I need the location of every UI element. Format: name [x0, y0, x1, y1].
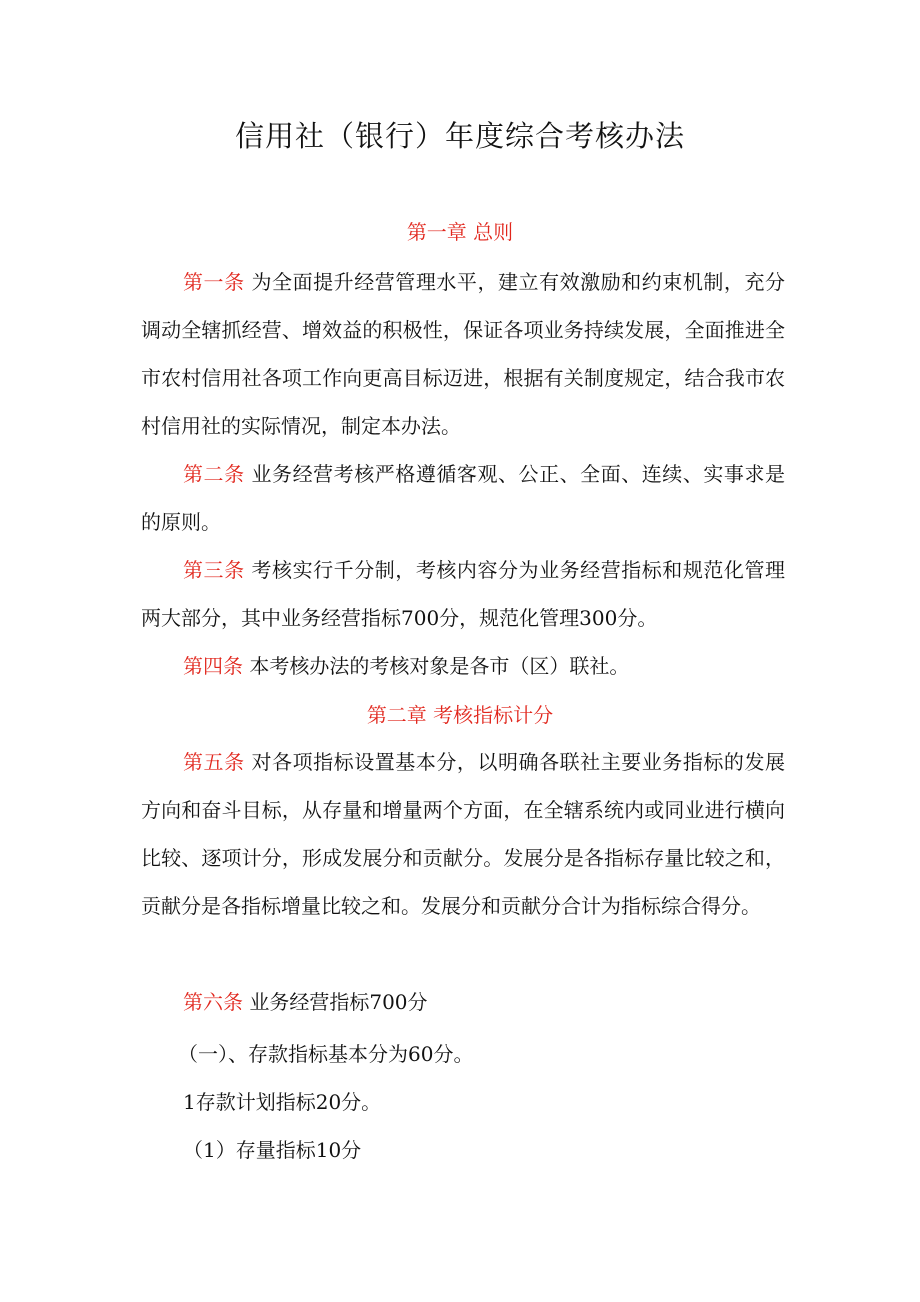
article-label: 第一条: [183, 270, 245, 294]
article-label: 第五条: [183, 750, 245, 774]
article-label: 第三条: [183, 558, 245, 582]
article-paragraph: [141, 450, 785, 546]
article-paragraph: [141, 546, 785, 642]
article-paragraph: [141, 642, 785, 690]
article-paragraph: [141, 738, 785, 930]
article-label: 第六条: [183, 990, 243, 1014]
article-text: 考核实行千分制，考核内容分为业务经营指标和规范化管理两大部分，其中业务经营指标700分，规范化管理300分。: [141, 558, 786, 630]
chapter-heading: 第一章 总则: [406, 220, 514, 244]
article-text: 业务经营考核严格遵循客观、公正、全面、连续、实事求是的原则。: [141, 462, 786, 534]
list-item: （一）、存款指标基本分为60分。: [178, 1042, 474, 1066]
chapter-heading: 第二章 考核指标计分: [366, 703, 554, 727]
article-text: 为全面提升经营管理水平，建立有效激励和约束机制，充分调动全辖抓经营、增效益的积极性，保证各项业务持续发展，全面推进全市农村信用社各项工作向更高目标迈进，根据有关制度规定，结合我市农村信用社的实际情况，制定本办法。: [141, 270, 786, 438]
list-item: （1）存量指标10分: [183, 1138, 362, 1162]
article-paragraph: [141, 978, 785, 1026]
article-text: 本考核办法的考核对象是各市（区）联社。: [243, 654, 630, 678]
article-text: 对各项指标设置基本分，以明确各联社主要业务指标的发展方向和奋斗目标，从存量和增量两个方面，在全辖系统内或同业进行横向比较、逐项计分，形成发展分和贡献分。发展分是各指标存量比较之和，贡献分是各指标增量比较之和。发展分和贡献分合计为指标综合得分。: [141, 750, 786, 918]
article-label: 第二条: [183, 462, 245, 486]
article-paragraph: [141, 258, 785, 450]
article-text: 业务经营指标700分: [243, 990, 428, 1014]
list-item: 1存款计划指标20分。: [183, 1090, 382, 1114]
article-label: 第四条: [183, 654, 243, 678]
document-title: 信用社（银行）年度综合考核办法: [234, 119, 685, 153]
